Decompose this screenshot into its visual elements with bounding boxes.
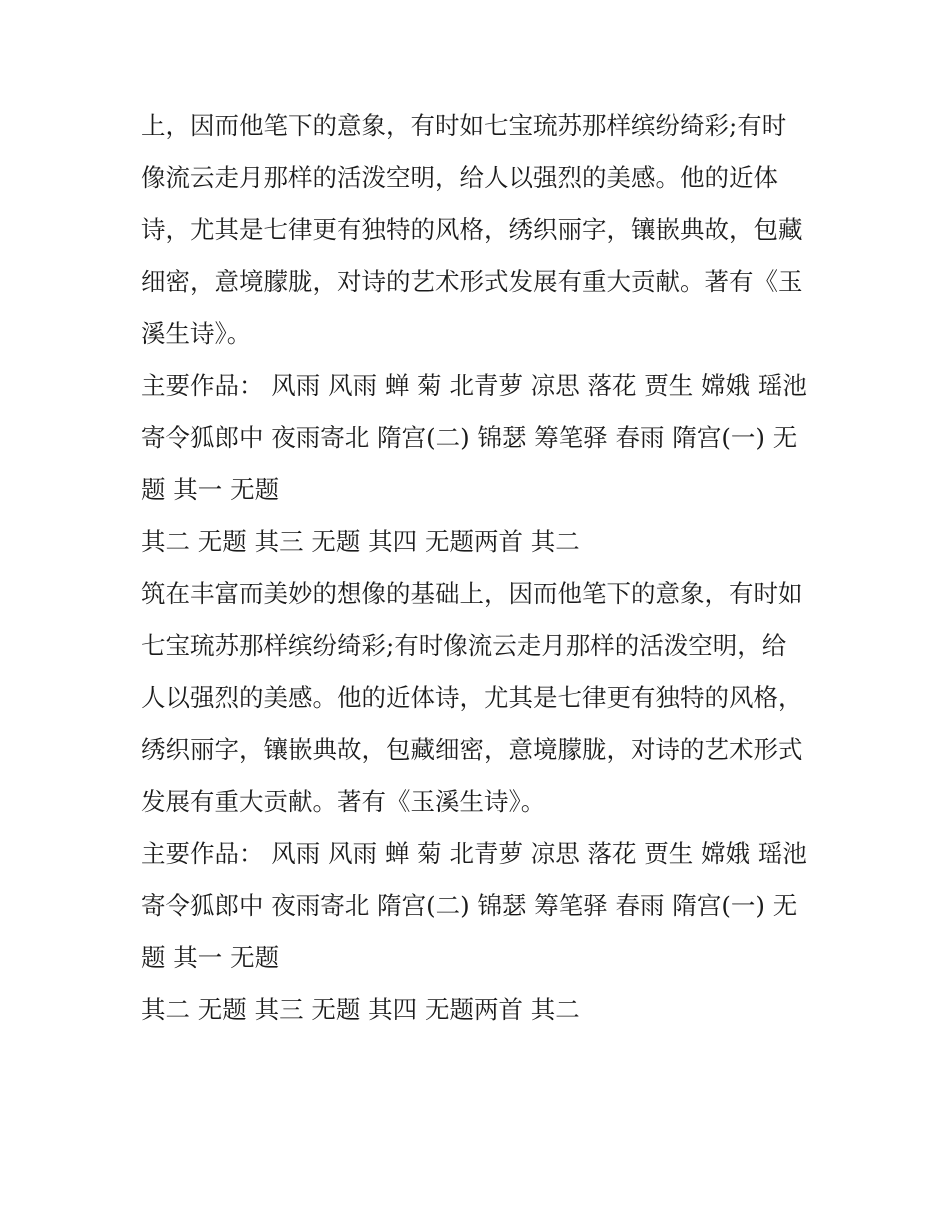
works-line: 题 其一 无题 <box>141 475 280 504</box>
text-line: 诗，尤其是七律更有独特的风格，绣织丽字，镶嵌典故，包藏 <box>141 215 803 244</box>
works-line: 主要作品： 风雨 风雨 蝉 菊 北青萝 凉思 落花 贾生 嫦娥 瑶池 <box>141 839 807 868</box>
works-line: 寄令狐郎中 夜雨寄北 隋宫(二) 锦瑟 筹笔驿 春雨 隋宫(一) 无 <box>141 891 798 920</box>
text-line: 绣织丽字，镶嵌典故，包藏细密，意境朦胧，对诗的艺术形式 <box>141 735 803 764</box>
works-line: 题 其一 无题 <box>141 943 280 972</box>
document-body <box>141 100 821 1036</box>
works-line: 主要作品： 风雨 风雨 蝉 菊 北青萝 凉思 落花 贾生 嫦娥 瑶池 <box>141 371 807 400</box>
text-line: 上，因而他笔下的意象，有时如七宝琉苏那样缤纷绮彩;有时 <box>141 111 787 140</box>
text-line: 发展有重大贡献。著有《玉溪生诗》。 <box>141 787 546 816</box>
works-line: 寄令狐郎中 夜雨寄北 隋宫(二) 锦瑟 筹笔驿 春雨 隋宫(一) 无 <box>141 423 798 452</box>
text-line: 溪生诗》。 <box>141 319 252 348</box>
text-line: 人以强烈的美感。他的近体诗，尤其是七律更有独特的风格， <box>141 683 803 712</box>
text-line: 七宝琉苏那样缤纷绮彩;有时像流云走月那样的活泼空明，给 <box>141 631 787 660</box>
text-line: 细密，意境朦胧，对诗的艺术形式发展有重大贡献。著有《玉 <box>141 267 803 296</box>
text-line: 像流云走月那样的活泼空明，给人以强烈的美感。他的近体 <box>141 163 778 192</box>
text-line: 筑在丰富而美妙的想像的基础上，因而他笔下的意象，有时如 <box>141 579 803 608</box>
works-line: 其二 无题 其三 无题 其四 无题两首 其二 <box>141 995 580 1024</box>
works-line: 其二 无题 其三 无题 其四 无题两首 其二 <box>141 527 580 556</box>
